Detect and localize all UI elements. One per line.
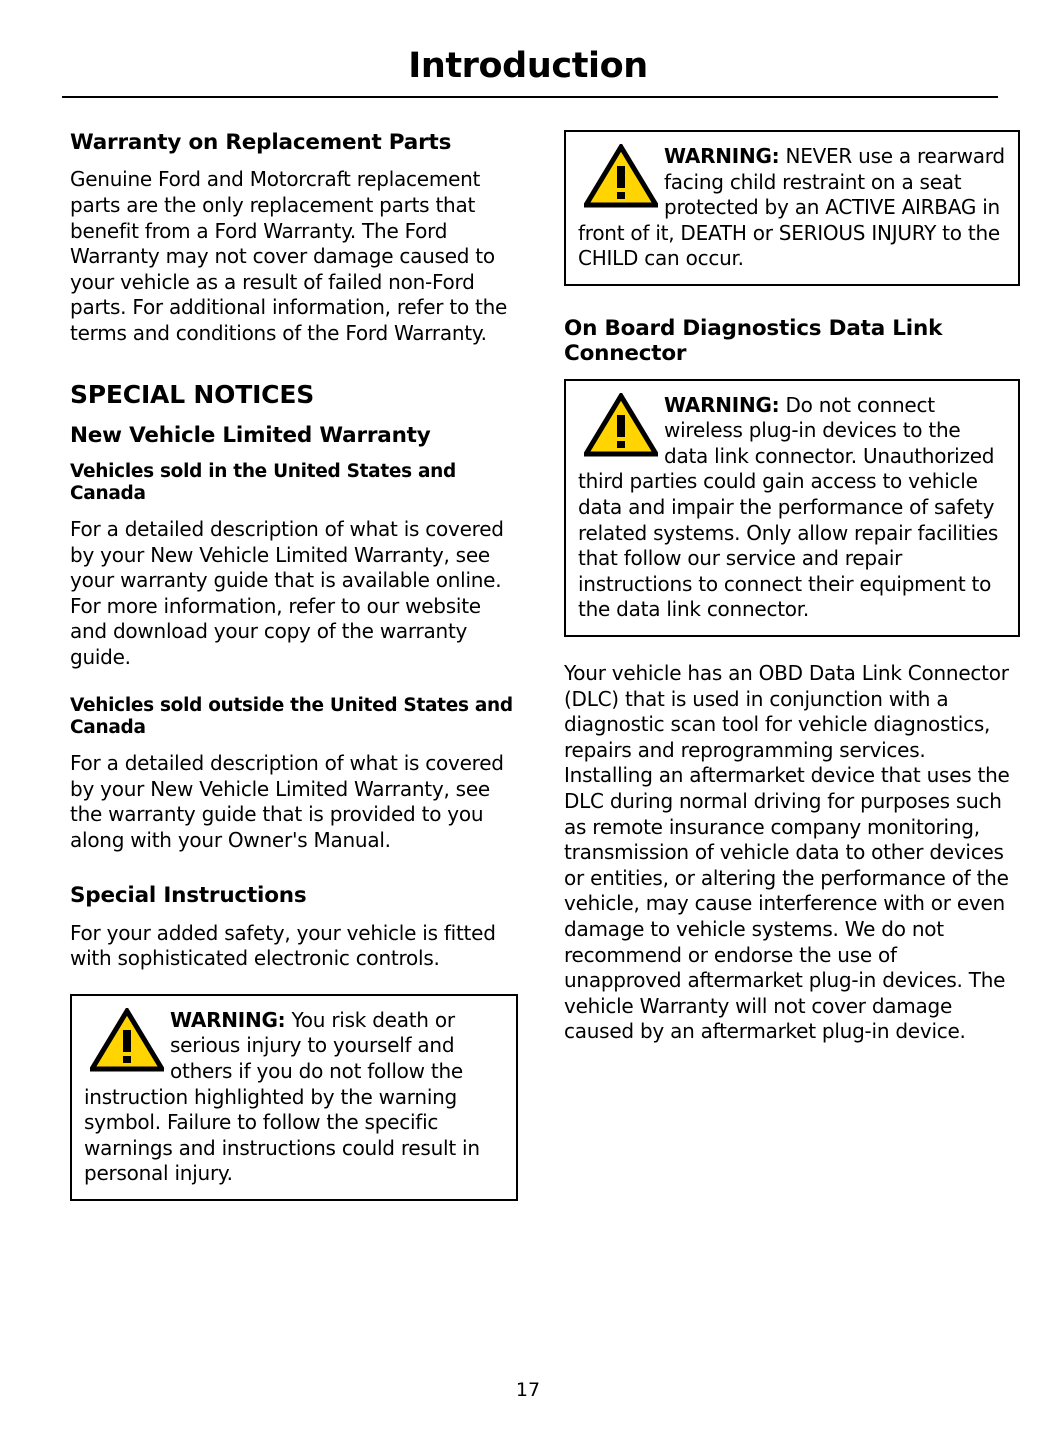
heading-obd-data-link-connector: On Board Diagnostics Data Link Connector (564, 315, 943, 367)
paragraph-vehicles-sold-outside-us-canada: For a detailed description of what is covered by your New Vehicle Limited Warranty, see the warranty guide that is provided to you along with your Owner's Manual. (70, 750, 504, 852)
warning-body: Do not connect wireless plug-in devices to the data link connector. Unauthorized third parties could gain access to vehicle data and impair the performance of safety related systems. Only allow repair facilities that follow our service and repair instructions to connect their equipment to the data link connector. (578, 392, 999, 622)
right-column (528, 130, 1056, 1225)
left-column (0, 130, 528, 1225)
heading-vehicles-sold-outside-us-canada: Vehicles sold outside the United States and Canada (70, 694, 513, 738)
heading-vehicles-sold-in-us-canada: Vehicles sold in the United States and Canada (70, 460, 456, 504)
paragraph-special-instructions: For your added safety, your vehicle is fitted with sophisticated electronic controls. (70, 920, 496, 971)
warning-box-airbag (564, 130, 1020, 286)
paragraph-warranty-replacement-parts: Genuine Ford and Motorcraft replacement parts are the only replacement parts that benefit from a Ford Warranty. The Ford Warranty may not cover damage caused to your vehicle as a result of failed non-Ford parts. For additional information, refer to the terms and conditions of the Ford Warranty. (70, 167, 508, 345)
warning-body: You risk death or serious injury to yourself and others if you do not follow the instruction highlighted by the warning symbol. Failure to follow the specific warnings and instructions could result in personal injury. (84, 1007, 480, 1186)
paragraph-vehicles-sold-in-us-canada: For a detailed description of what is covered by your New Vehicle Limited Warranty, see your warranty guide that is available online. For more information, refer to our website and download your copy of the warranty guide. (70, 517, 504, 669)
warning-label: WARNING: (664, 144, 780, 168)
warning-label: WARNING: (664, 392, 780, 417)
warning-box-obd (564, 379, 1020, 637)
warning-box-special-instructions (70, 994, 518, 1201)
heading-special-instructions: Special Instructions (70, 883, 307, 909)
warning-triangle-icon (584, 393, 658, 457)
heading-special-notices: SPECIAL NOTICES (70, 379, 314, 409)
paragraph-obd-data-link-connector: Your vehicle has an OBD Data Link Connector (DLC) that is used in conjunction with a diagnostic scan tool for vehicle diagnostics, repairs and reprogramming services. Installing an aftermarket device that uses the DLC during normal driving for purposes such as remote insurance company monitoring, transmission of vehicle data to other devices or entities, or altering the performance of the vehicle, may cause interference with or even damage to vehicle systems. We do not recommend or endorse the use of unapproved aftermarket plug-in devices. The vehicle Warranty will not cover damage caused by an aftermarket plug-in device. (564, 661, 1010, 1044)
heading-warranty-replacement-parts: Warranty on Replacement Parts (70, 130, 452, 155)
warning-triangle-icon (584, 144, 658, 208)
warning-label: WARNING: (170, 1007, 286, 1032)
page-columns (0, 130, 1056, 1225)
page-title: Introduction (408, 46, 648, 86)
warning-triangle-icon (90, 1008, 164, 1072)
header-divider (62, 96, 998, 98)
page-number: 17 (515, 1379, 541, 1401)
heading-new-vehicle-limited-warranty: New Vehicle Limited Warranty (70, 423, 431, 449)
warning-body: NEVER use a rearward facing child restraint on a seat protected by an ACTIVE AIRBAG in front of it, DEATH or SERIOUS INJURY to the CHILD can occur. (578, 144, 1005, 271)
